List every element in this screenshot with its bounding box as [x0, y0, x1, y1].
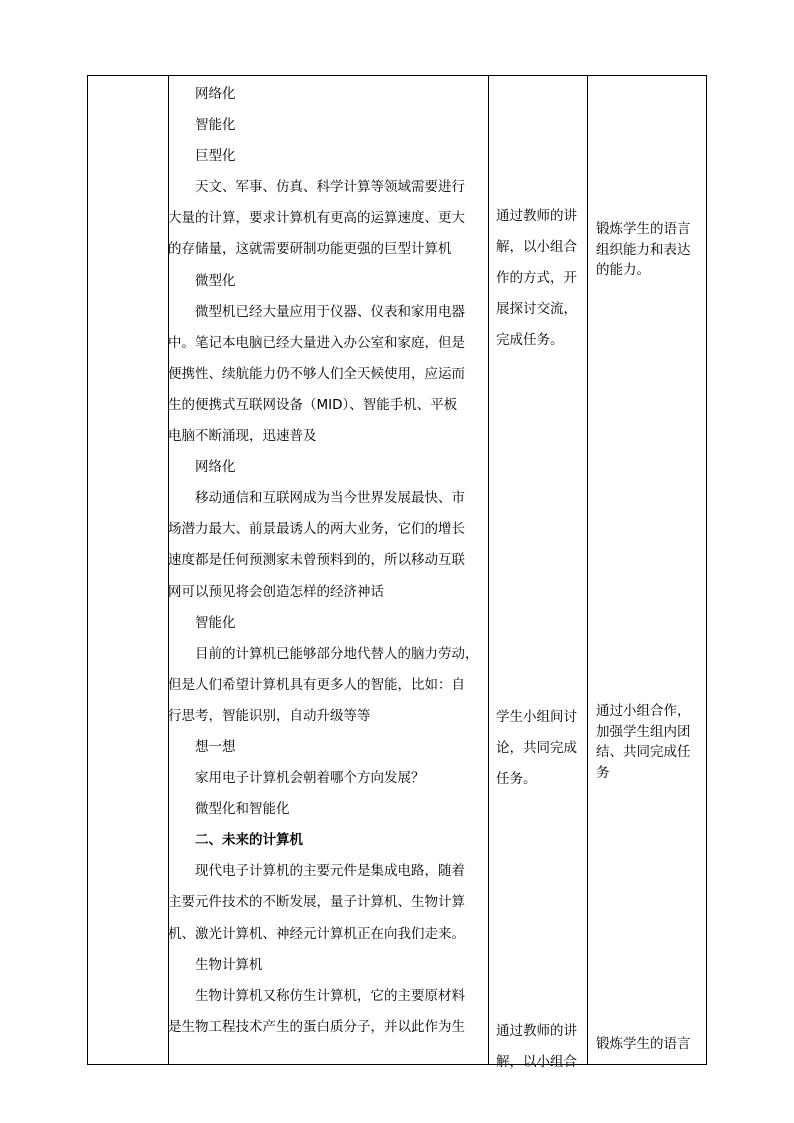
- content-line: 中。笔记本电脑已经大量进入办公室和家庭，但是: [168, 334, 465, 351]
- content-line: 生物计算机: [195, 956, 263, 973]
- cell-line: 通过教师的讲: [496, 208, 577, 224]
- content-line: 机、激光计算机、神经元计算机正在向我们走来。: [168, 925, 465, 942]
- content-line: 微型化和智能化: [195, 801, 290, 818]
- content-line: 是生物工程技术产生的蛋白质分子，并以此作为生: [168, 1018, 465, 1035]
- content-line: 行思考，智能识别，自动升级等等: [168, 707, 371, 724]
- cell-line: 的能力。: [596, 262, 650, 278]
- column-divider: [587, 76, 588, 1064]
- content-line: 巨型化: [195, 148, 236, 165]
- cell-line: 任务。: [496, 771, 537, 787]
- student-activity-cell: [496, 1016, 586, 1078]
- content-line: 便携性、续航能力仍不够人们全天候使用，应运而: [168, 365, 465, 382]
- cell-line: 务: [596, 764, 610, 781]
- content-line: 电脑不断涌现，迅速普及: [168, 428, 317, 445]
- design-intent-cell: [596, 701, 706, 783]
- cell-line: 展探讨交流，: [496, 301, 577, 317]
- section-heading: 二、未来的计算机: [195, 832, 303, 849]
- content-line: 移动通信和互联网成为当今世界发展最快、市: [195, 490, 465, 507]
- content-line: 网络化: [195, 459, 236, 476]
- content-line: 场潜力最大、前景最诱人的两大业务，它们的增长: [168, 521, 465, 538]
- content-line: 网可以预见将会创造怎样的经济神话: [168, 583, 384, 600]
- content-line: 想一想: [195, 738, 236, 755]
- cell-line: 锻炼学生的语言: [596, 221, 691, 237]
- cell-line: 论，共同完成: [496, 740, 577, 756]
- content-line: 微型化: [195, 272, 236, 289]
- content-line: 大量的计算，要求计算机有更高的运算速度、更大: [168, 210, 465, 227]
- content-line: 现代电子计算机的主要元件是集成电路，随着: [195, 863, 465, 880]
- cell-line: 解，以小组合: [496, 239, 577, 255]
- content-line: 的存储量，这就需要研制功能更强的巨型计算机: [168, 241, 452, 258]
- cell-line: 组织能力和表达: [596, 241, 691, 258]
- cell-line: 学生小组间讨: [496, 709, 577, 725]
- student-activity-cell: [496, 201, 586, 356]
- content-line: 家用电子计算机会朝着哪个方向发展？: [195, 770, 425, 787]
- column-divider: [488, 76, 489, 1064]
- cell-line: 结、共同完成任: [596, 744, 691, 760]
- content-line: 生的便携式互联网设备（MID）、智能手机、平板: [168, 396, 458, 413]
- cell-line: 完成任务。: [496, 332, 564, 348]
- content-line: 网络化: [195, 86, 236, 102]
- cell-line: 作的方式，开: [496, 270, 577, 286]
- design-intent-cell: [596, 1034, 706, 1055]
- cell-line: 加强学生组内团: [596, 723, 691, 740]
- design-intent-cell: [596, 219, 706, 281]
- content-line: 主要元件技术的不断发展，量子计算机、生物计算: [168, 894, 465, 911]
- content-line: 速度都是任何预测家未曾预料到的，所以移动互联: [168, 552, 465, 569]
- content-line: 智能化: [195, 117, 236, 134]
- content-line: 天文、军事、仿真、科学计算等领域需要进行: [195, 179, 465, 196]
- cell-line: 锻炼学生的语言: [596, 1036, 691, 1052]
- content-line: 智能化: [195, 614, 236, 631]
- content-line: 微型机已经大量应用于仪器、仪表和家用电器: [195, 303, 465, 320]
- content-line: 目前的计算机已能够部分地代替人的脑力劳动，: [195, 645, 479, 662]
- cell-line: 解，以小组合: [496, 1054, 577, 1070]
- cell-line: 通过教师的讲: [496, 1023, 577, 1039]
- cell-line: 通过小组合作，: [596, 703, 691, 719]
- teaching-content-column: [168, 79, 486, 1043]
- content-line: 生物计算机又称仿生计算机，它的主要原材料: [195, 987, 465, 1004]
- student-activity-cell: [496, 702, 586, 795]
- content-line: 但是人们希望计算机具有更多人的智能，比如：自: [168, 676, 465, 693]
